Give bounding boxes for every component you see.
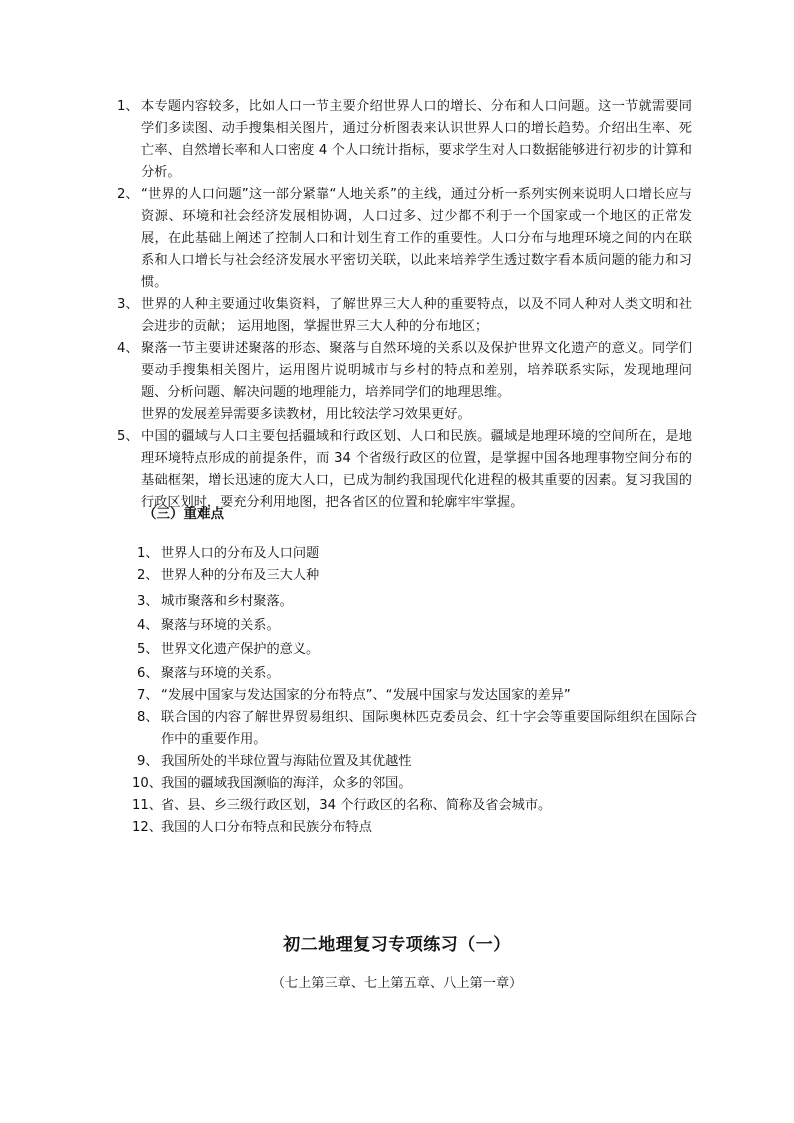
section-heading: （三）重难点 <box>143 506 224 522</box>
list-item <box>137 615 697 637</box>
item-text: 聚落与环境的关系。 <box>161 618 280 633</box>
item-number: 6、 <box>137 666 159 681</box>
list-item <box>117 184 692 294</box>
item-text: 世界人种的分布及三大人种 <box>161 568 320 583</box>
item-text: 我国所处的半球位置与海陆位置及其优越性 <box>161 754 412 769</box>
item-number: 10、 <box>132 776 162 791</box>
list-item <box>117 338 692 404</box>
item-number: 5、 <box>137 642 159 657</box>
item-number: 4、 <box>117 341 139 356</box>
item-number: 11、 <box>132 798 162 813</box>
exercise-subtitle: （七上第三章、七上第五章、八上第一章） <box>271 976 523 991</box>
item-number: 2、 <box>137 568 159 583</box>
item-number: 1、 <box>117 99 139 114</box>
item-number: 3、 <box>117 297 139 312</box>
list-item <box>137 663 697 685</box>
list-item <box>137 685 697 707</box>
item-text: “发展中国家与发达国家的分布特点”、“发展中国家与发达国家的差异” <box>161 688 571 703</box>
list-item <box>132 773 697 795</box>
item-number: 2、 <box>117 187 139 202</box>
item-number: 5、 <box>117 429 139 444</box>
item-number: 8、 <box>137 710 159 725</box>
list-item <box>117 96 692 184</box>
item-text: 聚落一节主要讲述聚落的形态、聚落与自然环境的关系以及保护世界文化遗产的意义。同学们要动手搜集相关图片，运用图片说明城市与乡村的特点和差别，培养联系实际，发现地理问题、分析问题、解决问题的地理能力，培养同学们的地理思维。 <box>141 341 692 400</box>
list-item <box>137 639 697 661</box>
item-number: 3、 <box>137 594 159 609</box>
item-text: 省、县、乡三级行政区划，34 个行政区的名称、简称及省会城市。 <box>161 798 552 813</box>
item-text: 世界文化遗产保护的意义。 <box>161 642 320 657</box>
list-item <box>117 294 692 338</box>
item-number: 12、 <box>132 820 162 835</box>
item-text: 我国的疆域我国濒临的海洋，众多的邻国。 <box>161 776 412 791</box>
list-item <box>132 795 697 817</box>
item-number: 1、 <box>137 546 159 561</box>
list-item <box>137 591 697 613</box>
item-text: 世界的人种主要通过收集资料，了解世界三大人种的重要特点，以及不同人种对人类文明和社会进步的贡献； 运用地图，掌握世界三大人种的分布地区； <box>141 297 692 334</box>
key-points-list <box>132 543 697 839</box>
item-text: 本专题内容较多，比如人口一节主要介绍世界人口的增长、分布和人口问题。这一节就需要同学们多读图、动手搜集相关图片，通过分析图表来认识世界人口的增长趋势。介绍出生率、死亡率、自然增长率和人口密度 4 个人口统计指标，要求学生对人口数据能够进行初步的计算和分析。 <box>141 99 692 180</box>
list-item <box>137 751 697 773</box>
item-text: 世界人口的分布及人口问题 <box>161 546 320 561</box>
exercise-title: 初二地理复习专项练习（一） <box>283 935 511 955</box>
item-text: “世界的人口问题”这一部分紧靠“人地关系”的主线，通过分析一系列实例来说明人口增长应与资源、环境和社会经济发展相协调，人口过多、过少都不利于一个国家或一个地区的正常发展，在此基础上阐述了控制人口和计划生育工作的重要性。人口分布与地理环境之间的内在联系和人口增长与社会经济发展水平密切关联，以此来培养学生透过数字看本质问题的能力和习惯。 <box>141 187 692 290</box>
item-number: 7、 <box>137 688 159 703</box>
item-text: 中国的疆域与人口主要包括疆域和行政区划、人口和民族。疆域是地理环境的空间所在，是地理环境特点形成的前提条件，而 34 个省级行政区的位置，是掌握中国各地理事物空间分布的基础框架，增长迅速的庞大人口，已成为制约我国现代化进程的极其重要的因素。复习我国的行政区划时，要充分利用地图，把各省区的位置和轮廓牢牢掌握。 <box>141 429 692 510</box>
item-text: 城市聚落和乡村聚落。 <box>161 594 293 609</box>
item-text: 联合国的内容了解世界贸易组织、国际奥林匹克委员会、红十字会等重要国际组织在国际合作中的重要作用。 <box>161 710 697 747</box>
item-text: 世界的发展差异需要多读教材，用比较法学习效果更好。 <box>141 407 471 422</box>
item-number: 9、 <box>137 754 159 769</box>
item-number: 4、 <box>137 618 159 633</box>
list-item <box>137 565 697 587</box>
list-continuation <box>117 404 692 426</box>
intro-list <box>117 96 692 514</box>
item-text: 聚落与环境的关系。 <box>161 666 280 681</box>
list-item <box>137 543 697 565</box>
list-item <box>132 817 697 839</box>
item-text: 我国的人口分布特点和民族分布特点 <box>161 820 372 835</box>
list-item <box>117 426 692 514</box>
list-item <box>137 707 697 751</box>
